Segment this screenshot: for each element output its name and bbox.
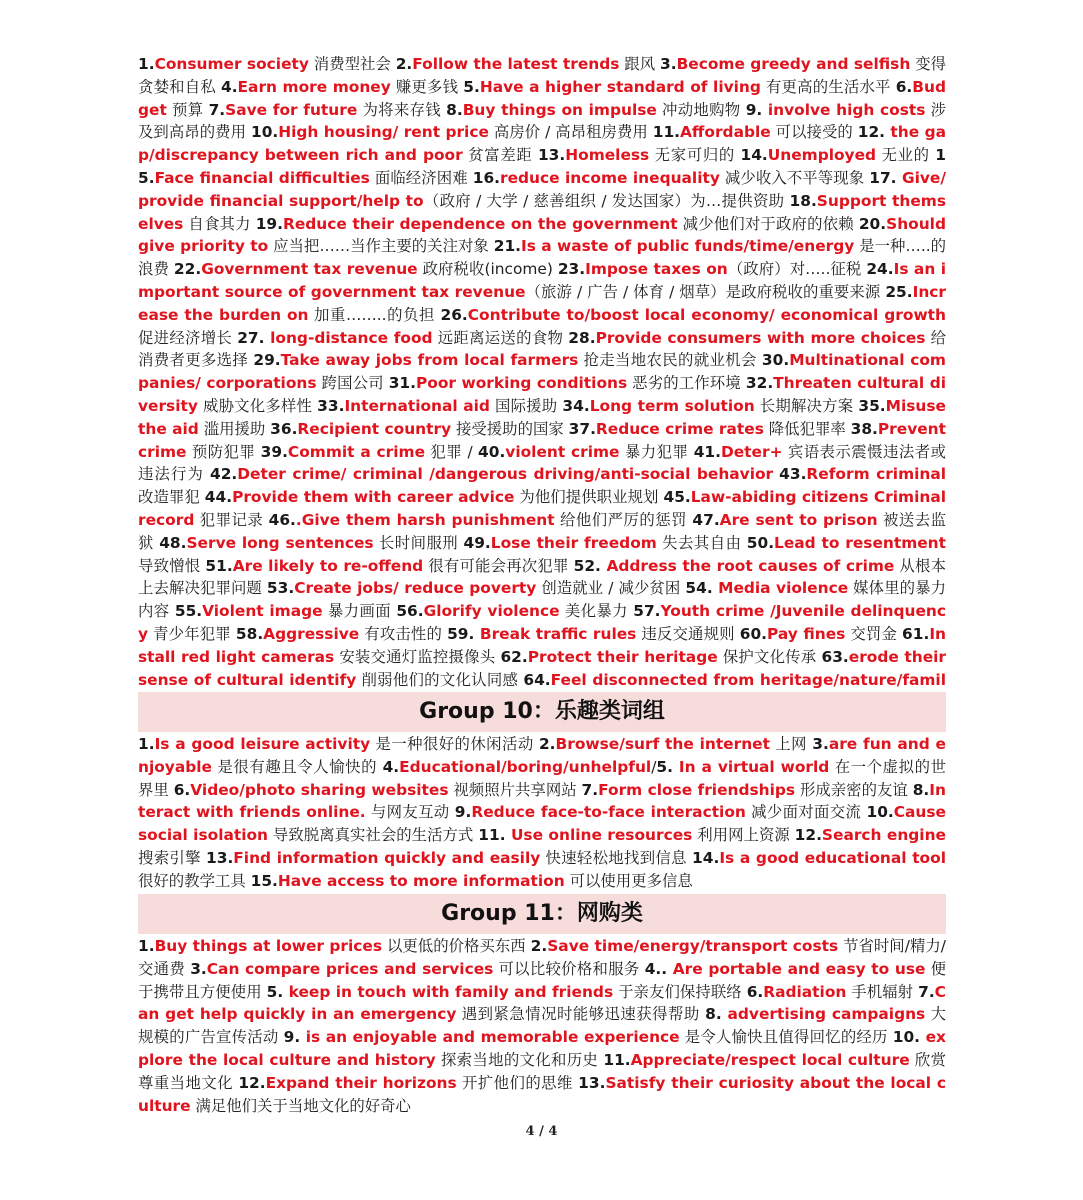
- english-phrase: Lead to resentment: [774, 533, 946, 552]
- chinese-translation: 是一种…..的浪费: [138, 237, 947, 279]
- english-phrase: Radiation: [763, 982, 847, 1001]
- chinese-translation: 高房价 / 高昂租房费用: [488, 123, 653, 142]
- item-number: 24.: [866, 260, 894, 279]
- english-phrase: Form close friendships: [598, 780, 796, 799]
- item-number: 48.: [159, 533, 187, 552]
- english-phrase: erode their sense of cultural identify: [138, 647, 946, 689]
- item-number: 44.: [204, 488, 233, 507]
- chinese-translation: 国际援助: [489, 396, 563, 415]
- chinese-translation: 是令人愉快且值得回忆的经历: [679, 1028, 893, 1047]
- item-number: 1.: [138, 735, 155, 753]
- item-number: 7.: [208, 100, 226, 119]
- item-number: 15.: [138, 146, 946, 187]
- english-phrase: Break traffic rules: [479, 624, 637, 643]
- chinese-translation: 可以比较价格和服务: [493, 959, 645, 978]
- english-phrase: Browse/surf the internet: [555, 735, 770, 753]
- english-phrase: Violent image: [202, 602, 323, 621]
- chinese-translation: 以更低的价格买东西: [382, 937, 531, 955]
- chinese-translation: 很有可能会再次犯罪: [423, 556, 574, 575]
- english-phrase: Glorify violence: [423, 602, 560, 621]
- item-number: 50.: [746, 533, 775, 552]
- item-number: 8.: [705, 1005, 728, 1024]
- chinese-translation: 开扩他们的思维: [456, 1073, 579, 1092]
- english-phrase: Is a waste of public funds/time/energy: [521, 237, 855, 256]
- item-number: 20.: [858, 214, 887, 233]
- chinese-translation: 于亲友们保持联络: [613, 982, 747, 1001]
- chinese-translation: 滥用援助: [198, 419, 271, 438]
- phrase-list-section-1: [138, 53, 946, 714]
- chinese-translation: 探索当地的文化和历史: [435, 1050, 604, 1069]
- chinese-translation: 减少面对面交流: [745, 803, 867, 822]
- english-phrase: Media violence: [718, 579, 849, 598]
- item-number: 54.: [685, 579, 719, 598]
- english-phrase: Is a good educational tool: [719, 848, 946, 867]
- english-phrase: Use online resources: [510, 826, 693, 845]
- chinese-translation: 交罚金: [845, 624, 903, 643]
- item-number: 7.: [918, 982, 935, 1001]
- chinese-translation: 导致脱离真实社会的生活方式: [268, 826, 479, 845]
- item-number: 1.: [138, 55, 155, 73]
- item-number: 2.: [530, 937, 548, 955]
- item-number: 64.: [523, 670, 551, 689]
- item-number: 41.: [693, 442, 721, 461]
- item-number: 35.: [858, 396, 886, 415]
- chinese-translation: 涉及到高昂的费用: [138, 100, 946, 142]
- phrase-list-group-10: [138, 733, 946, 893]
- english-phrase: Satisfy their curiosity about the local culture: [138, 1073, 946, 1115]
- chinese-translation: 搜索引擎: [138, 848, 207, 867]
- item-number: 2.: [395, 55, 413, 73]
- item-number: 6.: [895, 77, 913, 96]
- english-phrase: Should give priority to: [138, 214, 946, 256]
- chinese-translation: 欣赏尊重当地文化: [138, 1050, 946, 1092]
- item-number: 14.: [740, 146, 768, 165]
- chinese-translation: 跨国公司: [316, 374, 389, 393]
- item-number: 11.: [652, 123, 681, 142]
- item-number: 4..: [644, 959, 673, 978]
- item-number: 39.: [260, 442, 288, 461]
- chinese-translation: 无业的: [876, 146, 936, 165]
- item-number: 5.: [463, 77, 480, 96]
- item-number: 10.: [892, 1028, 926, 1047]
- english-phrase: Cause social isolation: [138, 803, 946, 845]
- chinese-translation: 削弱他们的文化认同感: [356, 670, 524, 689]
- english-phrase: is an enjoyable and memorable experience: [305, 1028, 680, 1047]
- english-phrase: Video/photo sharing websites: [190, 780, 449, 799]
- chinese-translation: 形成亲密的友谊: [795, 780, 913, 799]
- english-phrase: violent crime: [505, 442, 620, 461]
- english-phrase: Appreciate/respect local culture: [630, 1050, 910, 1069]
- english-phrase: Address the root causes of crime: [606, 556, 895, 575]
- item-number: 22.: [173, 260, 202, 279]
- english-phrase: Are sent to prison: [719, 510, 878, 529]
- english-phrase: Deter crime/ criminal /dangerous driving/anti-social behavior: [237, 465, 774, 484]
- item-number: 42.: [210, 465, 238, 484]
- item-number: 43.: [779, 465, 807, 484]
- chinese-translation: 给消费者更多选择: [138, 328, 946, 370]
- item-number: 25.: [885, 282, 913, 301]
- item-number: 27.: [237, 328, 271, 347]
- item-number: 4.: [382, 757, 400, 776]
- item-number: 46.: [268, 510, 296, 529]
- chinese-translation: 抢走当地农民的就业机会: [578, 351, 762, 370]
- chinese-translation: 利用网上资源: [692, 826, 795, 845]
- item-number: 13.: [537, 146, 566, 165]
- english-phrase: advertising campaigns: [727, 1005, 926, 1024]
- english-phrase: Poor working conditions: [415, 374, 628, 393]
- english-phrase: Aggressive: [263, 624, 360, 643]
- chinese-translation: 为将来存钱: [357, 100, 447, 119]
- chinese-translation: 降低犯罪率: [763, 419, 851, 438]
- chinese-translation: 贫富差距: [462, 146, 538, 165]
- item-number: 63.: [821, 647, 849, 666]
- chinese-translation: 宾语表示震慑违法者或违法行为: [138, 442, 946, 484]
- english-phrase: Feel disconnected from heritage/nature/famil: [550, 670, 946, 689]
- chinese-translation: 暴力犯罪: [619, 442, 694, 461]
- english-phrase: International aid: [344, 396, 490, 415]
- item-number: 12.: [794, 826, 822, 845]
- chinese-translation: 赚更多钱: [390, 77, 464, 96]
- chinese-translation: /: [651, 757, 657, 776]
- chinese-translation: 加重……..的负担: [308, 305, 441, 324]
- item-number: 59.: [447, 624, 480, 643]
- chinese-translation: 从根本上去解决犯罪问题: [138, 556, 946, 598]
- english-phrase: Unemployed: [767, 146, 877, 165]
- english-phrase: Provide consumers with more choices: [595, 328, 926, 347]
- chinese-translation: （旅游 / 广告 / 体育 / 烟草）是政府税收的重要来源: [525, 282, 886, 301]
- english-phrase: Pay fines: [767, 624, 846, 643]
- english-phrase: Create jobs/ reduce poverty: [294, 579, 537, 598]
- chinese-translation: 是很有趣且令人愉快的: [211, 757, 383, 776]
- english-phrase: Is an important source of government tax revenue: [138, 260, 946, 301]
- item-number: 45.: [663, 488, 691, 507]
- item-number: 28.: [568, 328, 596, 347]
- chinese-translation: 自食其力: [183, 214, 256, 233]
- english-phrase: Save time/energy/transport costs: [547, 937, 839, 955]
- chinese-translation: 有更高的生活水平: [760, 77, 896, 96]
- chinese-translation: 长期解决方案: [754, 396, 859, 415]
- chinese-translation: 减少收入不平等现象: [719, 168, 870, 187]
- item-number: 9.: [745, 100, 768, 119]
- english-phrase: In a virtual world: [678, 757, 830, 776]
- item-number: 60.: [739, 624, 767, 643]
- item-number: 33.: [317, 396, 345, 415]
- item-number: 2.: [538, 735, 556, 753]
- chinese-translation: 有攻击性的: [359, 624, 448, 643]
- english-phrase: Homeless: [565, 146, 650, 165]
- chinese-translation: 预防犯罪: [186, 442, 261, 461]
- chinese-translation: 导致憎恨: [138, 556, 206, 575]
- chinese-translation: 违反交通规则: [636, 624, 740, 643]
- item-number: 8.: [446, 100, 463, 119]
- english-phrase: Impose taxes on: [585, 260, 728, 279]
- english-phrase: Threaten cultural diversity: [138, 374, 946, 415]
- item-number: 49.: [463, 533, 491, 552]
- item-number: 37.: [568, 419, 596, 438]
- chinese-translation: （政府）对…..征税: [727, 260, 867, 279]
- english-phrase: Face financial difficulties: [154, 168, 370, 187]
- chinese-translation: 消费型社会: [308, 55, 396, 73]
- chinese-translation: 改造罪犯: [138, 488, 205, 507]
- chinese-translation: 手机辐射: [846, 982, 919, 1001]
- english-phrase: Reduce face-to-face interaction: [471, 803, 746, 822]
- english-phrase: Find information quickly and easily: [233, 848, 541, 867]
- chinese-translation: 便于携带且方便使用: [138, 959, 946, 1001]
- english-phrase: Search engine: [821, 826, 946, 845]
- item-number: 34.: [562, 396, 590, 415]
- item-number: 12.: [857, 123, 891, 142]
- item-number: 55.: [174, 602, 203, 621]
- item-number: 53.: [266, 579, 295, 598]
- item-number: 30.: [761, 351, 790, 370]
- item-number: 3.: [812, 735, 829, 753]
- item-number: 18.: [789, 191, 817, 210]
- chinese-translation: 遇到紧急情况时能够迅速获得帮助: [456, 1005, 706, 1024]
- english-phrase: Can get help quickly in an emergency: [138, 982, 946, 1024]
- item-number: 47.: [692, 510, 720, 529]
- chinese-translation: 可以使用更多信息: [564, 871, 693, 890]
- item-number: 15.: [250, 871, 278, 890]
- item-number: 11.: [603, 1050, 631, 1069]
- item-number: 3.: [190, 959, 207, 978]
- english-phrase: Educational/boring/unhelpful: [399, 757, 652, 776]
- english-phrase: Have a higher standard of living: [479, 77, 761, 96]
- english-phrase: Are likely to re-offend: [232, 556, 424, 575]
- chinese-translation: 媒体里的暴力内容: [138, 579, 946, 621]
- chinese-translation: 接受援助的国家: [451, 419, 569, 438]
- chinese-translation: 快速轻松地找到信息: [540, 848, 693, 867]
- english-phrase: Are portable and easy to use: [672, 959, 926, 978]
- english-phrase: Reduce crime rates: [595, 419, 764, 438]
- item-number: 52.: [573, 556, 607, 575]
- english-phrase: Support themselves: [138, 191, 946, 233]
- item-number: 29.: [253, 351, 281, 370]
- english-phrase: Save for future: [225, 100, 358, 119]
- item-number: 19.: [255, 214, 283, 233]
- item-number: 32.: [745, 374, 774, 393]
- chinese-translation: 大规模的广告宣传活动: [138, 1005, 946, 1047]
- english-phrase: Recipient country: [297, 419, 452, 438]
- item-number: 12.: [238, 1073, 266, 1092]
- chinese-translation: 保护文化传承: [717, 647, 822, 666]
- item-number: 40.: [478, 442, 506, 461]
- chinese-translation: 应当把……当作主要的关注对象: [268, 237, 494, 256]
- english-phrase: Prevent crime: [138, 419, 946, 461]
- english-phrase: Buy things on impulse: [462, 100, 657, 119]
- item-number: 1.: [138, 937, 155, 955]
- item-number: 3.: [660, 55, 677, 73]
- english-phrase: Have access to more information: [277, 871, 565, 890]
- item-number: 5.: [656, 757, 679, 776]
- english-phrase: Lose their freedom: [490, 533, 657, 552]
- item-number: 31.: [388, 374, 416, 393]
- group-11-heading: Group 11：网购类: [138, 894, 946, 934]
- chinese-translation: 面临经济困难: [369, 168, 473, 187]
- item-number: 9.: [283, 1028, 306, 1047]
- english-phrase: Install red light cameras: [138, 624, 946, 666]
- chinese-translation: 变得贪婪和自私: [138, 55, 946, 96]
- english-phrase: Serve long sentences: [186, 533, 374, 552]
- english-phrase: Expand their horizons: [265, 1073, 457, 1092]
- item-number: 57.: [633, 602, 661, 621]
- english-phrase: Become greedy and selfish: [676, 55, 911, 73]
- english-phrase: Contribute to/boost local economy/ economical growth: [467, 305, 946, 324]
- english-phrase: Affordable: [680, 123, 771, 142]
- english-phrase: Deter+: [720, 442, 783, 461]
- chinese-translation: 可以接受的: [770, 123, 858, 142]
- english-phrase: Interact with friends online.: [138, 780, 946, 822]
- chinese-translation: 创造就业 / 减少贫困: [536, 579, 686, 598]
- item-number: 36.: [270, 419, 298, 438]
- chinese-translation: 安装交通灯监控摄像头: [334, 647, 501, 666]
- english-phrase: High housing/ rent price: [278, 123, 489, 142]
- english-phrase: Take away jobs from local farmers: [280, 351, 579, 370]
- english-phrase: Reform criminal: [806, 465, 946, 484]
- english-phrase: Commit a crime: [287, 442, 426, 461]
- item-number: 58.: [235, 624, 264, 643]
- chinese-translation: 失去其自由: [656, 533, 747, 552]
- item-number: 62.: [500, 647, 528, 666]
- chinese-translation: 促进经济增长: [138, 328, 238, 347]
- item-number: 7.: [581, 780, 599, 799]
- item-number: 26.: [440, 305, 468, 324]
- chinese-translation: 在一个虚拟的世界里: [138, 757, 946, 799]
- english-phrase: Reduce their dependence on the government: [282, 214, 678, 233]
- group-10-heading: Group 10：乐趣类词组: [138, 692, 946, 732]
- item-number: 61.: [902, 624, 930, 643]
- english-phrase: Increase the burden on: [138, 282, 946, 324]
- chinese-translation: 被送去监狱: [138, 510, 946, 552]
- chinese-translation: 美化暴力: [559, 602, 634, 621]
- page-number: 4 / 4: [525, 1124, 558, 1139]
- english-phrase: Protect their heritage: [527, 647, 718, 666]
- english-phrase: long-distance food: [270, 328, 433, 347]
- item-number: 10.: [250, 123, 279, 142]
- english-phrase: Long term solution: [589, 396, 755, 415]
- item-number: 17.: [869, 168, 902, 187]
- english-phrase: Provide them with career advice: [232, 488, 515, 507]
- chinese-translation: 恶劣的工作环境: [627, 374, 746, 393]
- chinese-translation: 青少年犯罪: [148, 624, 236, 643]
- item-number: 8.: [912, 780, 930, 799]
- item-number: 23.: [557, 260, 586, 279]
- chinese-translation: 犯罪 /: [425, 442, 479, 461]
- english-phrase: the gap/discrepancy between rich and poor: [138, 123, 946, 165]
- item-number: 38.: [850, 419, 878, 438]
- chinese-translation: 远距离运送的食物: [432, 328, 569, 347]
- chinese-translation: 冲动地购物: [656, 100, 746, 119]
- chinese-translation: 犯罪记录: [194, 510, 269, 529]
- chinese-translation: 跟风: [619, 55, 660, 73]
- english-phrase: Budget: [138, 77, 946, 119]
- item-number: 6.: [746, 982, 764, 1001]
- chinese-translation: 上网: [769, 735, 813, 753]
- english-phrase: Youth crime /Juvenile delinquency: [138, 602, 947, 643]
- item-number: 4.: [220, 77, 238, 96]
- chinese-translation: 政府税收(income): [417, 260, 558, 279]
- english-phrase: Follow the latest trends: [412, 55, 620, 73]
- english-phrase: Law-abiding citizens Criminal record: [138, 488, 946, 529]
- english-phrase: Buy things at lower prices: [154, 937, 383, 955]
- chinese-translation: 威胁文化多样性: [197, 396, 318, 415]
- item-number: 13.: [578, 1073, 606, 1092]
- english-phrase: keep in touch with family and friends: [288, 982, 614, 1001]
- chinese-translation: 减少他们对于政府的依赖: [677, 214, 859, 233]
- item-number: 11.: [478, 826, 511, 845]
- chinese-translation: 很好的教学工具: [138, 871, 251, 890]
- item-number: 14.: [692, 848, 720, 867]
- item-number: 9.: [454, 803, 472, 822]
- chinese-translation: 视频照片共享网站: [448, 780, 582, 799]
- chinese-translation: 为他们提供职业规划: [514, 488, 664, 507]
- chinese-translation: 无家可归的: [649, 146, 741, 165]
- chinese-translation: 满足他们关于当地文化的好奇心: [190, 1096, 411, 1115]
- english-phrase: Can compare prices and services: [206, 959, 494, 978]
- chinese-translation: （政府 / 大学 / 慈善组织 / 发达国家）为…提供资助: [423, 191, 790, 210]
- item-number: 16.: [472, 168, 501, 187]
- english-phrase: involve high costs: [767, 100, 926, 119]
- chinese-translation: 是一种很好的休闲活动: [370, 735, 539, 753]
- chinese-translation: 长时间服刑: [373, 533, 464, 552]
- english-phrase: Is a good leisure activity: [154, 735, 371, 753]
- item-number: 21.: [493, 237, 521, 256]
- chinese-translation: 与网友互动: [365, 803, 455, 822]
- english-phrase: .Give them harsh punishment: [295, 510, 555, 529]
- english-phrase: Multinational companies/ corporations: [138, 351, 946, 393]
- english-phrase: Misuse the aid: [138, 396, 946, 438]
- english-phrase: Give/provide financial support/help to: [138, 168, 946, 210]
- english-phrase: explore the local culture and history: [138, 1028, 946, 1069]
- item-number: 5.: [266, 982, 289, 1001]
- english-phrase: Consumer society: [154, 55, 309, 73]
- item-number: 56.: [396, 602, 424, 621]
- english-phrase: Government tax revenue: [201, 260, 418, 279]
- item-number: 51.: [205, 556, 233, 575]
- phrase-list-group-11: [138, 935, 946, 1117]
- english-phrase: reduce income inequality: [500, 168, 720, 187]
- chinese-translation: 暴力画面: [322, 602, 397, 621]
- chinese-translation: 给他们严厉的惩罚: [554, 510, 693, 529]
- item-number: 10.: [866, 803, 894, 822]
- chinese-translation: 预算: [166, 100, 209, 119]
- item-number: 6.: [173, 780, 191, 799]
- english-phrase: are fun and enjoyable: [138, 735, 946, 776]
- chinese-translation: 节省时间/精力/交通费: [138, 937, 946, 978]
- item-number: 13.: [206, 848, 234, 867]
- english-phrase: Earn more money: [237, 77, 391, 96]
